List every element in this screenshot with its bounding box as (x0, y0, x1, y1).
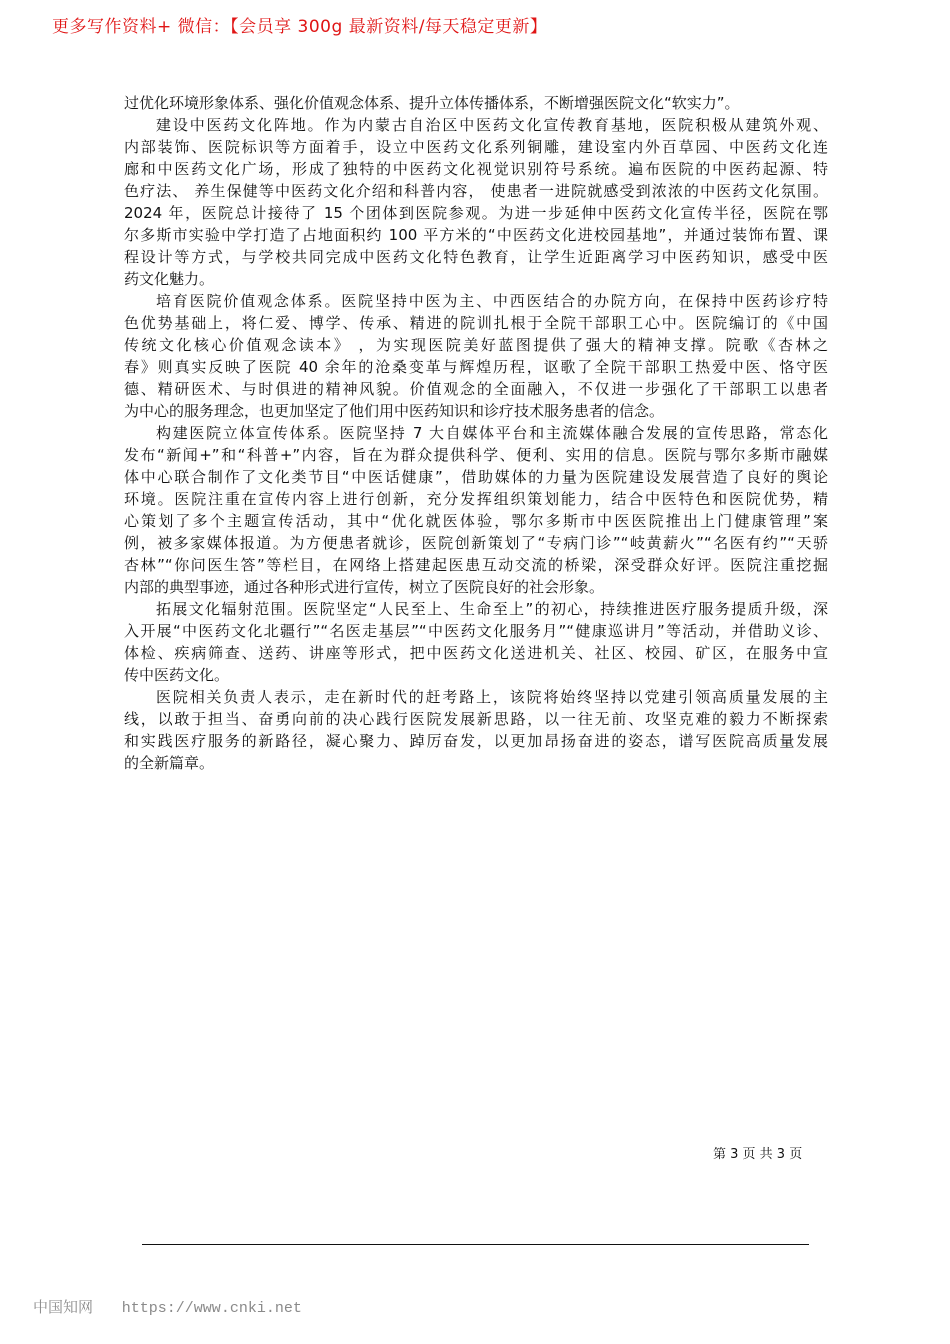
text-line: 德、精研医术、与时俱进的精神风貌。价值观念的全面融入，不仅进一步强化了干部职工以患者 (124, 380, 828, 398)
text-line: 尔多斯市实验中学打造了占地面积约 100 平方米的“中医药文化进校园基地”，并通过装饰布置、课 (124, 226, 828, 244)
footer-source: 中国知网 (33, 1298, 94, 1316)
text-line: 心策划了多个主题宣传活动，其中“优化就医体验，鄂尔多斯市中医医院推出上门健康管理”案 (124, 512, 828, 530)
text-line: 2024 年，医院总计接待了 15 个团体到医院参观。为进一步延伸中医药文化宣传半径，医院在鄂 (124, 204, 828, 222)
text-line: 医院相关负责人表示，走在新时代的赶考路上，该院将始终坚持以党建引领高质量发展的主 (156, 688, 828, 706)
page-number: 第 3 页 共 3 页 (713, 1147, 803, 1162)
text-line: 内部的典型事迹，通过各种形式进行宣传，树立了医院良好的社会形象。 (124, 578, 605, 596)
text-line: 内部装饰、医院标识等方面着手，设立中医药文化系列铜雕，建设室内外百草园、中医药文化连 (124, 138, 828, 156)
footer (33, 1296, 302, 1317)
text-line: 和实践医疗服务的新路径，凝心聚力、踔厉奋发，以更加昂扬奋进的姿态，谱写医院高质量发展 (124, 732, 828, 750)
text-line: 的全新篇章。 (124, 754, 215, 772)
text-line: 线，以敢于担当、奋勇向前的决心践行医院发展新思路，以一往无前、攻坚克难的毅力不断探索 (124, 710, 828, 728)
text-line: 入开展“中医药文化北疆行”“名医走基层”“中医药文化服务月”“健康巡讲月”等活动，并借助义诊、 (124, 622, 828, 640)
text-line: 色疗法、 养生保健等中医药文化介绍和科普内容， 使患者一进院就感受到浓浓的中医药文化氛围。 (124, 182, 828, 200)
text-line: 药文化魅力。 (124, 270, 215, 288)
article-body (124, 92, 828, 774)
text-line: 拓展文化辐射范围。医院坚定“人民至上、生命至上”的初心，持续推进医疗服务提质升级，深 (156, 600, 828, 618)
text-line: 发布“新闻+”和“科普+”内容，旨在为群众提供科学、便利、实用的信息。医院与鄂尔多斯市融媒 (124, 446, 828, 464)
text-line: 例，被多家媒体报道。为方便患者就诊，医院创新策划了“专病门诊”“岐黄薪火”“名医有约”“天骄 (124, 534, 828, 552)
text-line: 环境。医院注重在宣传内容上进行创新，充分发挥组织策划能力，结合中医特色和医院优势，精 (124, 490, 828, 508)
text-line: 构建医院立体宣传体系。医院坚持 7 大自媒体平台和主流媒体融合发展的宣传思路，常态化 (156, 424, 828, 442)
text-line: 培育医院价值观念体系。医院坚持中医为主、中西医结合的办院方向，在保持中医药诊疗特 (156, 292, 828, 310)
text-line: 程设计等方式，与学校共同完成中医药文化特色教育，让学生近距离学习中医药知识，感受中医 (124, 248, 828, 266)
text-line: 杏林”“你问医生答”等栏目，在网络上搭建起医患互动交流的桥梁，深受群众好评。医院注重挖掘 (124, 556, 828, 574)
footer-url-link[interactable]: https://www.cnki.net (121, 1300, 302, 1317)
text-line: 廊和中医药文化广场，形成了独特的中医药文化视觉识别符号系统。遍布医院的中医药起源、特 (124, 160, 828, 178)
text-line: 过优化环境形象体系、强化价值观念体系、提升立体传播体系，不断增强医院文化“软实力”。 (124, 94, 740, 112)
promo-banner: 更多写作资料+ 微信：【会员享 300g 最新资料/每天稳定更新】 (52, 17, 548, 37)
text-line: 体检、疾病筛查、送药、讲座等形式，把中医药文化送进机关、社区、校园、矿区，在服务中宣 (124, 644, 828, 662)
text-line: 色优势基础上，将仁爱、博学、传承、精进的院训扎根于全院干部职工心中。医院编订的《中国 (124, 314, 828, 332)
text-line: 传中医药文化。 (124, 666, 230, 684)
text-line: 体中心联合制作了文化类节目“中医话健康”，借助媒体的力量为医院建设发展营造了良好的舆论 (124, 468, 828, 486)
text-line: 为中心的服务理念，也更加坚定了他们用中医药知识和诊疗技术服务患者的信念。 (124, 402, 665, 420)
text-line: 建设中医药文化阵地。作为内蒙古自治区中医药文化宣传教育基地，医院积极从建筑外观、 (156, 116, 828, 134)
text-line: 春》则真实反映了医院 40 余年的沧桑变革与辉煌历程，讴歌了全院干部职工热爱中医、恪守医 (124, 358, 828, 376)
footer-divider (142, 1244, 809, 1245)
text-line: 传统文化核心价值观念读本》 ，为实现医院美好蓝图提供了强大的精神支撑。院歌《杏林之 (124, 336, 828, 354)
